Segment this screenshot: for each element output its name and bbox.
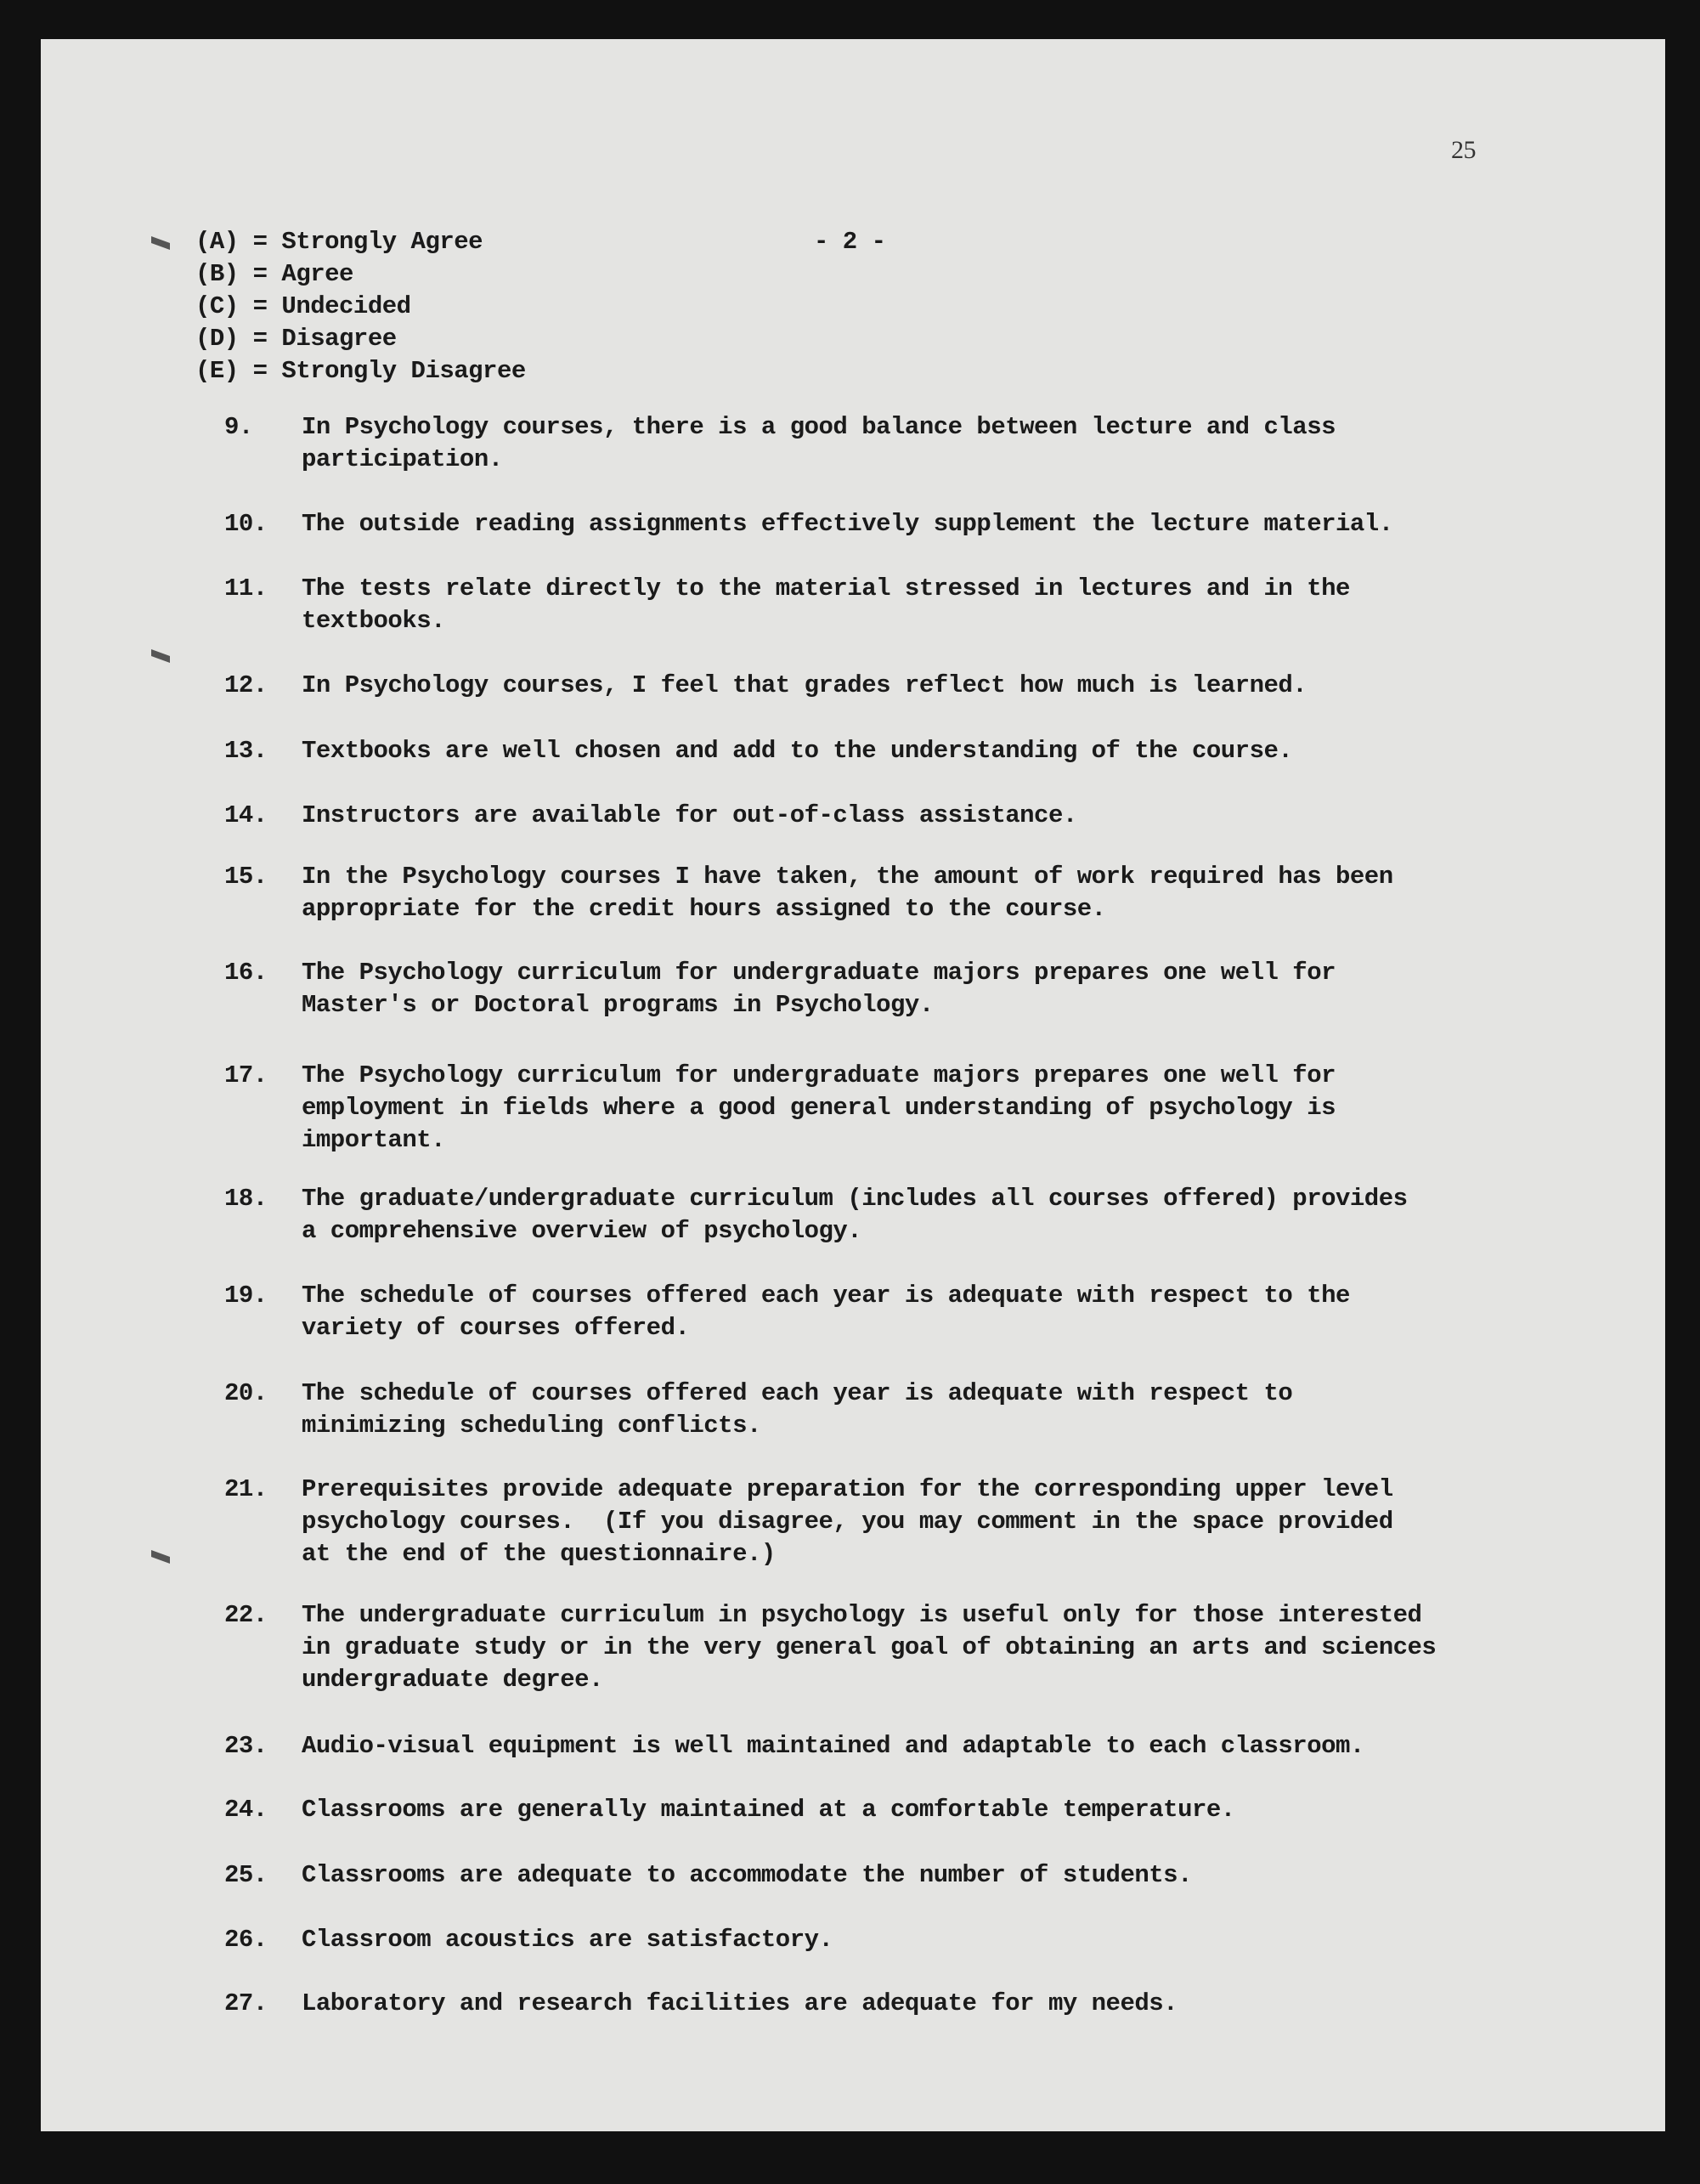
question-number: 14. — [224, 801, 268, 829]
question-text-line: The schedule of courses offered each year is adequate with respect to — [302, 1379, 1293, 1407]
question-text-line: Classrooms are adequate to accommodate the number of students. — [302, 1861, 1192, 1889]
question-text-line: minimizing scheduling conflicts. — [302, 1412, 761, 1440]
question-text-line: Laboratory and research facilities are adequate for my needs. — [302, 1989, 1178, 2017]
question-number: 27. — [224, 1989, 268, 2017]
question-number: 13. — [224, 737, 268, 765]
scale-option: (A) = Strongly Agree — [195, 228, 483, 256]
question-text-line: Classroom acoustics are satisfactory. — [302, 1926, 833, 1954]
scale-option: (C) = Undecided — [195, 292, 411, 320]
question-text-line: The schedule of courses offered each year is adequate with respect to the — [302, 1282, 1350, 1310]
question-text-line: textbooks. — [302, 607, 446, 635]
page-number: 25 — [1451, 136, 1476, 164]
question-text-line: important. — [302, 1126, 446, 1154]
question-text-line: Textbooks are well chosen and add to the understanding of the course. — [302, 737, 1293, 765]
question-text-line: Instructors are available for out-of-class assistance. — [302, 801, 1077, 829]
question-text-line: participation. — [302, 445, 503, 473]
margin-mark — [151, 236, 170, 250]
question-text-line: The graduate/undergraduate curriculum (includes all courses offered) provides — [302, 1185, 1408, 1213]
question-text-line: In Psychology courses, I feel that grades reflect how much is learned. — [302, 671, 1307, 699]
margin-mark — [151, 649, 170, 663]
question-number: 16. — [224, 959, 268, 987]
question-number: 11. — [224, 574, 268, 603]
question-text-line: at the end of the questionnaire.) — [302, 1540, 776, 1568]
question-text-line: psychology courses. (If you disagree, you may comment in the space provided — [302, 1508, 1393, 1536]
question-text-line: undergraduate degree. — [302, 1666, 603, 1694]
question-number: 10. — [224, 510, 268, 538]
margin-mark — [151, 1550, 170, 1564]
question-number: 12. — [224, 671, 268, 699]
question-text-line: The outside reading assignments effectively supplement the lecture material. — [302, 510, 1393, 538]
question-number: 17. — [224, 1061, 268, 1089]
question-number: 15. — [224, 863, 268, 891]
question-text-line: variety of courses offered. — [302, 1314, 690, 1342]
question-number: 23. — [224, 1732, 268, 1760]
question-text-line: The Psychology curriculum for undergraduate majors prepares one well for — [302, 959, 1336, 987]
question-text-line: The Psychology curriculum for undergraduate majors prepares one well for — [302, 1061, 1336, 1089]
scale-option: (D) = Disagree — [195, 325, 397, 353]
document-page — [41, 39, 1665, 2131]
question-text-line: Classrooms are generally maintained at a comfortable temperature. — [302, 1796, 1235, 1824]
question-text-line: in graduate study or in the very general goal of obtaining an arts and sciences — [302, 1633, 1437, 1661]
question-number: 24. — [224, 1796, 268, 1824]
question-text-line: Prerequisites provide adequate preparation for the corresponding upper level — [302, 1475, 1393, 1503]
question-number: 26. — [224, 1926, 268, 1954]
scale-option: (E) = Strongly Disagree — [195, 357, 526, 385]
question-number: 20. — [224, 1379, 268, 1407]
page-marker: - 2 - — [814, 228, 886, 256]
question-number: 19. — [224, 1282, 268, 1310]
question-number: 22. — [224, 1601, 268, 1629]
question-number: 18. — [224, 1185, 268, 1213]
question-text-line: In Psychology courses, there is a good balance between lecture and class — [302, 413, 1336, 441]
question-number: 9. — [224, 413, 253, 441]
question-text-line: Audio-visual equipment is well maintained and adaptable to each classroom. — [302, 1732, 1364, 1760]
question-text-line: employment in fields where a good general understanding of psychology is — [302, 1094, 1336, 1122]
question-text-line: Master's or Doctoral programs in Psychology. — [302, 991, 934, 1019]
question-number: 25. — [224, 1861, 268, 1889]
question-number: 21. — [224, 1475, 268, 1503]
scale-option: (B) = Agree — [195, 260, 353, 288]
question-text-line: The undergraduate curriculum in psychology is useful only for those interested — [302, 1601, 1422, 1629]
question-text-line: appropriate for the credit hours assigned to the course. — [302, 895, 1106, 923]
question-text-line: In the Psychology courses I have taken, the amount of work required has been — [302, 863, 1393, 891]
question-text-line: a comprehensive overview of psychology. — [302, 1217, 862, 1245]
question-text-line: The tests relate directly to the material stressed in lectures and in the — [302, 574, 1350, 603]
